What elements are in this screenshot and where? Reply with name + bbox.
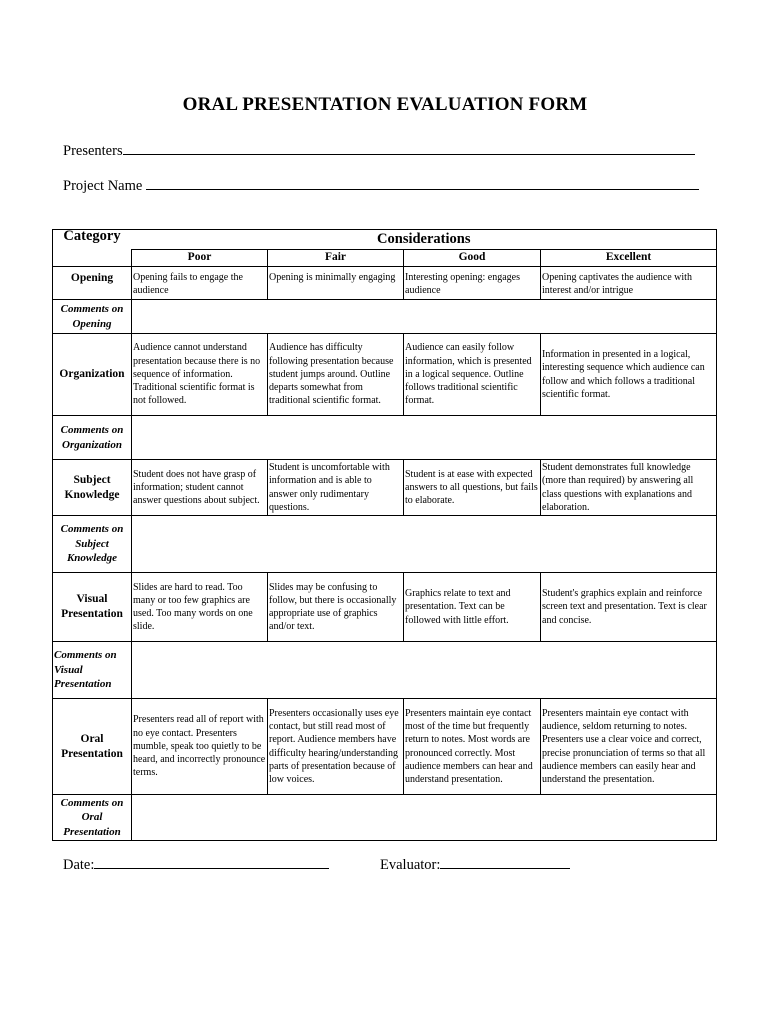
- presenters-underline[interactable]: [123, 142, 695, 155]
- subject-knowledge-good: Student is at ease with expected answers to all questions, but fails to elaborate.: [404, 460, 541, 516]
- oral-presentation-good: Presenters maintain eye contact most of the time but frequently return to notes. Most words are pronounced correctly. Most audience members can hear and understand presentation.: [404, 699, 541, 795]
- comment-row-opening: [53, 300, 717, 334]
- organization-poor: Audience cannot understand presentation because there is no sequence of information. Traditional scientific format is not followed.: [132, 334, 268, 416]
- category-header: Category: [53, 230, 132, 267]
- evaluator-label: Evaluator:: [380, 857, 441, 873]
- level-poor: Poor: [132, 250, 268, 267]
- form-title: ORAL PRESENTATION EVALUATION FORM: [182, 94, 588, 115]
- oral-presentation-excellent: Presenters maintain eye contact with audience, seldom returning to notes. Presenters use a clear voice and correct, precise pronunciation of terms so that all audience members can easily hear and understand the presentation.: [541, 699, 717, 795]
- comment-row-oral-presentation: [53, 795, 717, 841]
- project-name-field[interactable]: [63, 177, 699, 195]
- date-underline[interactable]: [94, 856, 329, 869]
- comment-field-visual-presentation[interactable]: [132, 642, 717, 699]
- organization-excellent: Information in presented in a logical, interesting sequence which audience can follow and which follows a traditional scientific format.: [541, 334, 717, 416]
- comment-label-subject-knowledge: Comments on Subject Knowledge: [53, 516, 132, 573]
- comment-field-oral-presentation[interactable]: [132, 795, 717, 841]
- comment-label-oral-presentation: Comments on Oral Presentation: [53, 795, 132, 841]
- category-oral-presentation: Oral Presentation: [53, 699, 132, 795]
- comment-row-visual-presentation: [53, 642, 717, 699]
- rubric-row-subject-knowledge: [53, 460, 717, 516]
- category-subject-knowledge: Subject Knowledge: [53, 460, 132, 516]
- comment-label-organization: Comments on Organization: [53, 416, 132, 460]
- rubric-row-visual-presentation: [53, 573, 717, 642]
- evaluation-rubric-table: [52, 229, 717, 841]
- considerations-header: Considerations: [132, 230, 717, 250]
- oral-presentation-fair: Presenters occasionally uses eye contact, but still read most of report. Audience members have difficulty hearing/understanding parts of presentation because of low voices.: [268, 699, 404, 795]
- visual-presentation-excellent: Student's graphics explain and reinforce screen text and presentation. Text is clear and concise.: [541, 573, 717, 642]
- category-organization: Organization: [53, 334, 132, 416]
- rubric-row-organization: [53, 334, 717, 416]
- subject-knowledge-poor: Student does not have grasp of information; student cannot answer questions about subject.: [132, 460, 268, 516]
- opening-fair: Opening is minimally engaging: [268, 267, 404, 300]
- evaluator-underline[interactable]: [440, 856, 570, 869]
- rubric-row-opening: [53, 267, 717, 300]
- level-excellent: Excellent: [541, 250, 717, 267]
- level-row: [53, 250, 717, 267]
- organization-good: Audience can easily follow information, which is presented in a logical sequence. Outline follows traditional scientific format.: [404, 334, 541, 416]
- date-field[interactable]: [63, 856, 329, 874]
- presenters-field[interactable]: [63, 142, 695, 160]
- subject-knowledge-excellent: Student demonstrates full knowledge (more than required) by answering all class questions with explanations and elaboration.: [541, 460, 717, 516]
- subject-knowledge-fair: Student is uncomfortable with information and is able to answer only rudimentary questions.: [268, 460, 404, 516]
- rubric-row-oral-presentation: [53, 699, 717, 795]
- comment-field-organization[interactable]: [132, 416, 717, 460]
- opening-excellent: Opening captivates the audience with interest and/or intrigue: [541, 267, 717, 300]
- project-name-underline[interactable]: [146, 177, 699, 190]
- visual-presentation-good: Graphics relate to text and presentation. Text can be followed with little effort.: [404, 573, 541, 642]
- date-label: Date:: [63, 857, 95, 873]
- category-visual-presentation: Visual Presentation: [53, 573, 132, 642]
- visual-presentation-poor: Slides are hard to read. Too many or too few graphics are used. Too many words on one slide.: [132, 573, 268, 642]
- evaluator-field[interactable]: [380, 856, 570, 874]
- level-fair: Fair: [268, 250, 404, 267]
- comment-row-subject-knowledge: [53, 516, 717, 573]
- comment-field-opening[interactable]: [132, 300, 717, 334]
- category-opening: Opening: [53, 267, 132, 300]
- header-row: [53, 230, 717, 250]
- opening-poor: Opening fails to engage the audience: [132, 267, 268, 300]
- comment-row-organization: [53, 416, 717, 460]
- organization-fair: Audience has difficulty following presentation because student jumps around. Outline departs somewhat from traditional scientific format.: [268, 334, 404, 416]
- comment-label-visual-presentation: Comments on Visual Presentation: [53, 642, 132, 699]
- project-name-label: Project Name: [63, 178, 146, 194]
- opening-good: Interesting opening: engages audience: [404, 267, 541, 300]
- comment-label-opening: Comments on Opening: [53, 300, 132, 334]
- oral-presentation-poor: Presenters read all of report with no eye contact. Presenters mumble, speak too quietly to be heard, and incorrectly pronounce terms.: [132, 699, 268, 795]
- comment-field-subject-knowledge[interactable]: [132, 516, 717, 573]
- visual-presentation-fair: Slides may be confusing to follow, but there is occasionally appropriate use of graphics and/or text.: [268, 573, 404, 642]
- level-good: Good: [404, 250, 541, 267]
- presenters-label: Presenters: [63, 143, 123, 159]
